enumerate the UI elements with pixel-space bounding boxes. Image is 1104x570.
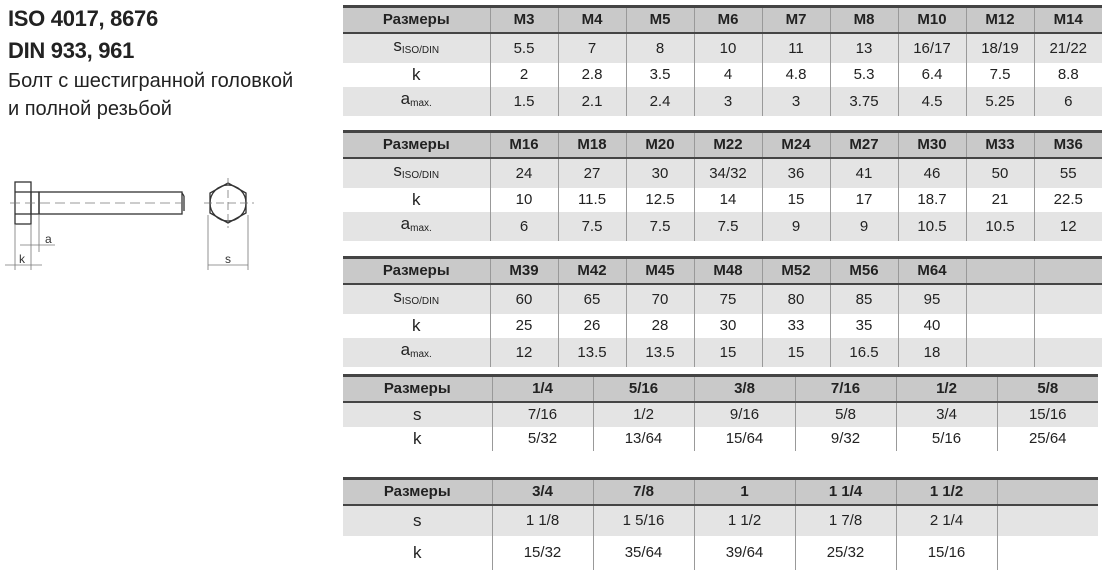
label-a: a: [45, 232, 52, 246]
row-symbol: s: [413, 405, 422, 424]
row-symbol: k: [412, 65, 421, 84]
value-cell: 15: [762, 188, 830, 212]
row-label: [343, 505, 492, 536]
value-cell: 5/8: [795, 402, 896, 427]
row-symbol: a: [400, 340, 411, 359]
row-subscript: ISO/DIN: [401, 45, 440, 56]
value-cell: 7.5: [966, 63, 1034, 87]
size-header: M6: [694, 7, 762, 34]
size-table-4: [343, 374, 1098, 451]
row-symbol: s: [393, 36, 402, 55]
value-cell: 34/32: [694, 158, 762, 188]
table-header-row: [343, 479, 1098, 506]
value-cell: 16/17: [898, 33, 966, 63]
size-header: [997, 479, 1098, 506]
size-header: M24: [762, 132, 830, 159]
column-label: Размеры: [343, 376, 492, 403]
value-cell: [966, 338, 1034, 367]
size-header: M4: [558, 7, 626, 34]
size-header: 1/4: [492, 376, 593, 403]
row-label: [343, 63, 490, 87]
value-cell: 1 1/8: [492, 505, 593, 536]
value-cell: 7.5: [626, 212, 694, 241]
value-cell: 10.5: [898, 212, 966, 241]
row-subscript: max.: [410, 98, 432, 109]
row-symbol: k: [412, 190, 421, 209]
row-symbol: k: [412, 316, 421, 335]
value-cell: 2 1/4: [896, 505, 997, 536]
value-cell: 6.4: [898, 63, 966, 87]
value-cell: 5.25: [966, 87, 1034, 116]
value-cell: 7/16: [492, 402, 593, 427]
value-cell: 65: [558, 284, 626, 314]
column-label: Размеры: [343, 7, 490, 34]
value-cell: 13.5: [626, 338, 694, 367]
column-label: Размеры: [343, 258, 490, 285]
value-cell: 5.3: [830, 63, 898, 87]
table-header-row: [343, 376, 1098, 403]
value-cell: 1 5/16: [593, 505, 694, 536]
value-cell: 13/64: [593, 427, 694, 451]
value-cell: 30: [626, 158, 694, 188]
size-header: 1: [694, 479, 795, 506]
row-label: [343, 212, 490, 241]
row-symbol: s: [393, 161, 402, 180]
value-cell: [1034, 284, 1102, 314]
value-cell: 16.5: [830, 338, 898, 367]
size-header: 7/16: [795, 376, 896, 403]
value-cell: 9/16: [694, 402, 795, 427]
row-symbol: k: [413, 429, 422, 448]
row-label: [343, 284, 490, 314]
value-cell: 1 1/2: [694, 505, 795, 536]
standard-iso: ISO 4017, 8676: [8, 6, 158, 31]
description-line2: и полной резьбой: [8, 98, 172, 120]
value-cell: 11.5: [558, 188, 626, 212]
row-subscript: max.: [410, 223, 432, 234]
row-symbol: s: [393, 287, 402, 306]
row-label: [343, 158, 490, 188]
value-cell: 12.5: [626, 188, 694, 212]
value-cell: 70: [626, 284, 694, 314]
value-cell: 95: [898, 284, 966, 314]
size-header: M27: [830, 132, 898, 159]
value-cell: 18/19: [966, 33, 1034, 63]
size-header: M10: [898, 7, 966, 34]
value-cell: 4.8: [762, 63, 830, 87]
value-cell: 7.5: [558, 212, 626, 241]
size-header: 3/8: [694, 376, 795, 403]
value-cell: [997, 536, 1098, 570]
column-label: Размеры: [343, 479, 492, 506]
size-header: M8: [830, 7, 898, 34]
table-row: [343, 188, 1102, 212]
size-header: M5: [626, 7, 694, 34]
value-cell: 9: [762, 212, 830, 241]
row-label: [343, 427, 492, 451]
value-cell: 25/32: [795, 536, 896, 570]
value-cell: 7.5: [694, 212, 762, 241]
row-symbol: k: [413, 543, 422, 562]
value-cell: 3: [694, 87, 762, 116]
size-header: M14: [1034, 7, 1102, 34]
size-header: M22: [694, 132, 762, 159]
size-header: M39: [490, 258, 558, 285]
size-header: 5/16: [593, 376, 694, 403]
value-cell: 21/22: [1034, 33, 1102, 63]
size-header: [1034, 258, 1102, 285]
value-cell: 1/2: [593, 402, 694, 427]
size-header: M36: [1034, 132, 1102, 159]
value-cell: 13: [830, 33, 898, 63]
size-header: M7: [762, 7, 830, 34]
value-cell: 46: [898, 158, 966, 188]
value-cell: 25/64: [997, 427, 1098, 451]
table-row: [343, 338, 1102, 367]
size-header: M20: [626, 132, 694, 159]
table-row: [343, 87, 1102, 116]
value-cell: 4: [694, 63, 762, 87]
value-cell: 9: [830, 212, 898, 241]
size-header: M52: [762, 258, 830, 285]
value-cell: 13.5: [558, 338, 626, 367]
size-header: M56: [830, 258, 898, 285]
value-cell: 15: [694, 338, 762, 367]
table-row: [343, 33, 1102, 63]
table-row: [343, 314, 1102, 338]
value-cell: 14: [694, 188, 762, 212]
table-row: [343, 536, 1098, 570]
value-cell: 85: [830, 284, 898, 314]
value-cell: 22.5: [1034, 188, 1102, 212]
table-row: [343, 158, 1102, 188]
value-cell: 15/16: [997, 402, 1098, 427]
row-label: [343, 402, 492, 427]
size-header: M42: [558, 258, 626, 285]
table-row: [343, 284, 1102, 314]
value-cell: 8: [626, 33, 694, 63]
row-label: [343, 33, 490, 63]
table-row: [343, 63, 1102, 87]
table-header-row: [343, 258, 1102, 285]
size-table-1: [343, 5, 1102, 116]
value-cell: 2: [490, 63, 558, 87]
table-row: [343, 402, 1098, 427]
value-cell: 60: [490, 284, 558, 314]
label-s: s: [225, 252, 231, 266]
value-cell: 3.5: [626, 63, 694, 87]
size-header: M16: [490, 132, 558, 159]
value-cell: 36: [762, 158, 830, 188]
value-cell: 39/64: [694, 536, 795, 570]
value-cell: [966, 284, 1034, 314]
row-subscript: ISO/DIN: [401, 296, 440, 307]
size-table-5: [343, 477, 1098, 570]
bolt-drawing: [0, 160, 270, 280]
value-cell: 41: [830, 158, 898, 188]
value-cell: 21: [966, 188, 1034, 212]
size-header: M18: [558, 132, 626, 159]
table-header-row: [343, 7, 1102, 34]
size-header: [966, 258, 1034, 285]
value-cell: 40: [898, 314, 966, 338]
value-cell: 17: [830, 188, 898, 212]
value-cell: 15/16: [896, 536, 997, 570]
table-row: [343, 505, 1098, 536]
row-subscript: ISO/DIN: [401, 170, 440, 181]
label-k: k: [19, 252, 25, 266]
value-cell: [1034, 314, 1102, 338]
size-table-2: [343, 130, 1102, 241]
value-cell: 2.4: [626, 87, 694, 116]
value-cell: 50: [966, 158, 1034, 188]
description-line1: Болт с шестигранной головкой: [8, 70, 294, 92]
value-cell: 10: [490, 188, 558, 212]
value-cell: 11: [762, 33, 830, 63]
value-cell: 4.5: [898, 87, 966, 116]
value-cell: 10.5: [966, 212, 1034, 241]
size-header: M3: [490, 7, 558, 34]
size-header: M64: [898, 258, 966, 285]
value-cell: 5.5: [490, 33, 558, 63]
value-cell: 24: [490, 158, 558, 188]
value-cell: 15/64: [694, 427, 795, 451]
value-cell: 12: [1034, 212, 1102, 241]
value-cell: 26: [558, 314, 626, 338]
value-cell: 6: [490, 212, 558, 241]
value-cell: 15/32: [492, 536, 593, 570]
size-header: 1/2: [896, 376, 997, 403]
row-label: [343, 188, 490, 212]
value-cell: 35: [830, 314, 898, 338]
row-label: [343, 87, 490, 116]
value-cell: 55: [1034, 158, 1102, 188]
size-table-3: [343, 256, 1102, 367]
value-cell: 2.8: [558, 63, 626, 87]
size-header: M45: [626, 258, 694, 285]
value-cell: [1034, 338, 1102, 367]
value-cell: [997, 505, 1098, 536]
size-header: 1 1/2: [896, 479, 997, 506]
size-header: M48: [694, 258, 762, 285]
row-symbol: s: [413, 511, 422, 530]
column-label: Размеры: [343, 132, 490, 159]
value-cell: 3: [762, 87, 830, 116]
value-cell: 18: [898, 338, 966, 367]
size-header: M12: [966, 7, 1034, 34]
value-cell: 1 7/8: [795, 505, 896, 536]
row-subscript: max.: [410, 349, 432, 360]
size-header: M33: [966, 132, 1034, 159]
value-cell: 2.1: [558, 87, 626, 116]
row-label: [343, 536, 492, 570]
value-cell: 33: [762, 314, 830, 338]
size-header: 7/8: [593, 479, 694, 506]
size-header: 1 1/4: [795, 479, 896, 506]
standard-din: DIN 933, 961: [8, 38, 135, 63]
value-cell: 80: [762, 284, 830, 314]
row-symbol: a: [400, 214, 411, 233]
size-header: 5/8: [997, 376, 1098, 403]
table-row: [343, 212, 1102, 241]
size-header: M30: [898, 132, 966, 159]
value-cell: 5/16: [896, 427, 997, 451]
row-symbol: a: [400, 89, 411, 108]
row-label: [343, 338, 490, 367]
value-cell: 3.75: [830, 87, 898, 116]
value-cell: 35/64: [593, 536, 694, 570]
value-cell: 27: [558, 158, 626, 188]
value-cell: 8.8: [1034, 63, 1102, 87]
value-cell: 10: [694, 33, 762, 63]
table-row: [343, 427, 1098, 451]
value-cell: 75: [694, 284, 762, 314]
value-cell: 6: [1034, 87, 1102, 116]
value-cell: 7: [558, 33, 626, 63]
value-cell: 15: [762, 338, 830, 367]
value-cell: 18.7: [898, 188, 966, 212]
value-cell: 25: [490, 314, 558, 338]
value-cell: 28: [626, 314, 694, 338]
value-cell: [966, 314, 1034, 338]
value-cell: 9/32: [795, 427, 896, 451]
row-label: [343, 314, 490, 338]
table-header-row: [343, 132, 1102, 159]
value-cell: 12: [490, 338, 558, 367]
value-cell: 1.5: [490, 87, 558, 116]
value-cell: 30: [694, 314, 762, 338]
value-cell: 5/32: [492, 427, 593, 451]
value-cell: 3/4: [896, 402, 997, 427]
size-header: 3/4: [492, 479, 593, 506]
